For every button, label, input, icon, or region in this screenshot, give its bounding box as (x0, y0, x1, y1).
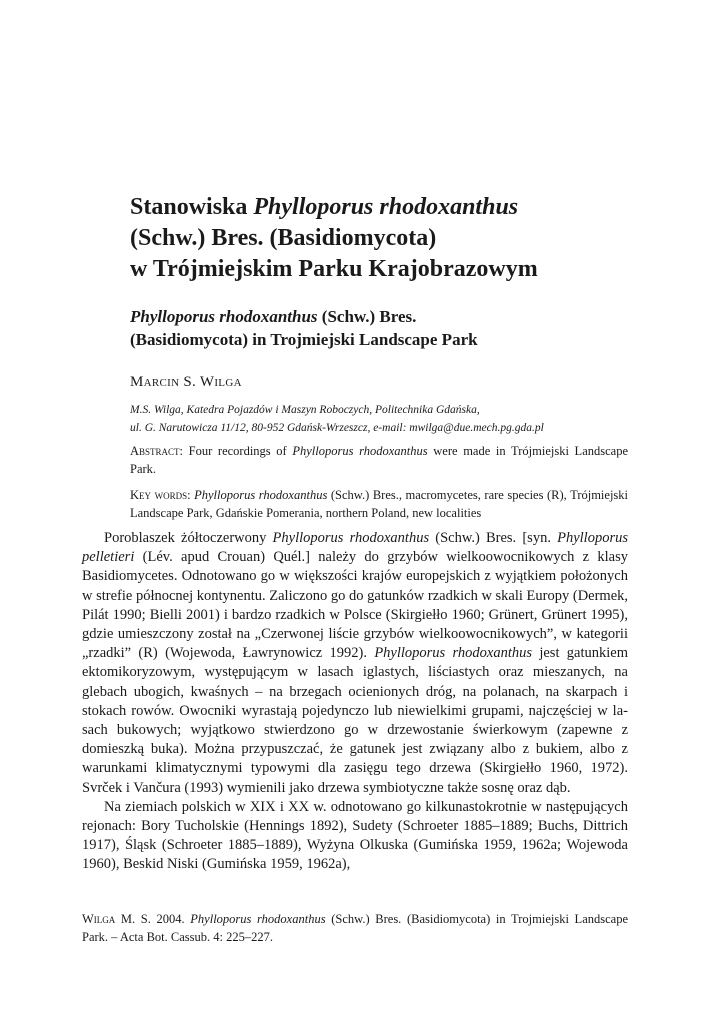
affiliation-line2: ul. G. Narutowicza 11/12, 80-952 Gdańsk-Wrzeszcz, e-mail: mwilga@due.mech.pg.gda.pl (130, 422, 544, 434)
body-text (82, 529, 628, 875)
title-polish-line2: (Schw.) Bres. (Basidiomycota) (130, 225, 437, 251)
keywords-text: (Schw.) Bres., macromycetes, rare species (R), Trójmiejski Landscape Park, Gdańskie Pomerania, northern Poland, new localities (130, 488, 629, 520)
citation-author: Wilga M. S. (82, 912, 151, 926)
abstract-species: Phylloporus rhodoxanthus (292, 444, 428, 458)
title-polish (130, 192, 650, 285)
p1-species-3: Phylloporus rhodoxanthus (374, 645, 533, 662)
author-name: Marcin S. Wilga (130, 374, 242, 390)
title-english-species: Phylloporus rhodoxanthus (130, 307, 318, 326)
p1-species-2: Phylloporus pelletieri (82, 530, 628, 566)
title-english-text: (Schw.) Bres. (317, 307, 417, 326)
citation-year: 2004. (150, 912, 191, 926)
keywords-species: Phylloporus rhodoxanthus (194, 488, 328, 502)
author-affiliation (130, 401, 630, 437)
citation-text: (Schw.) Bres. (Basidiomycota) in Trojmiejski Landscape Park. – Acta Bot. Cassub. 4: 225–227. (82, 912, 629, 944)
title-english-line2: (Basidiomycota) in Trojmiejski Landscape Park (130, 330, 478, 349)
citation-footer (82, 910, 628, 946)
title-english (130, 305, 650, 351)
citation-species: Phylloporus rhodoxanthus (190, 912, 326, 926)
abstract-text: Four recordings of (183, 444, 293, 458)
keywords (130, 486, 628, 522)
abstract (130, 442, 628, 478)
affiliation-line1: M.S. Wilga, Katedra Pojazdów i Maszyn Roboczych, Politechnika Gdańska, (130, 404, 480, 416)
paragraph-1 (82, 529, 628, 798)
keywords-label: Key words: (130, 488, 191, 502)
paragraph-2: Na ziemiach polskich w XIX i XX w. odnotowano go kilkunastokrotnie w następujących rejonach: Bory Tucholskie (Hennings 1892), Sudety (Schroeter 1885–1889; Buchs, Dittrich 1917), Śląsk (Schroeter 1885–1889), Wyżyna Olkuska (Gumińska 1959, 1962a; Wojewoda 1960), Beskid Niski (Gumińska 1959, 1962a), (82, 798, 628, 873)
p1-text-c: (Lév. apud Crouan) Quél.] należy do grzybów wielkoowocnikowych z klasy Basidiomycetes. Odnotowano go w większości krajów europejskich z wyjątkiem położonych w strefie północnej kontynentu. Zaliczono go do gatunków rzadkich w skali Europy (Dermek, Pilát 1990; Bielli 2001) i bardzo rzadkich w Polsce (Skirgiełło 1960; Grünert, Grünert 1995), gdzie umieszczony został na „Czerwonej liście grzybów wielkoowocnikowych”, w kategorii „rzadki” (R) (Wojewoda, Ławrynowicz 1992). (82, 549, 629, 662)
title-polish-text: Stanowiska (130, 194, 254, 220)
abstract-text-end: were made in Trójmiejski Landscape Park. (130, 444, 629, 476)
p1-text-d: jest gatunkiem ektomikoryzowym, występującym w lasach iglastych, liściastych oraz mieszanych, na glebach ubogich, kwaśnych – na brzegach ocienionych dróg, na polanach, na skarpach i stokach rowów. Owocniki wyrastają pojedynczo lub niewielkimi grupami, najczęściej w lasach bukowych; wyjątkowo stwierdzono go w drzewostanie świerkowym (zapewne z domieszką buka). Można przypuszczać, że gatunek jest związany albo z bukiem, albo z warunkami klimatycznymi typowymi dla zasięgu tego drzewa (Skirgiełło 1960, 1972). Svrček i Vančura (1993) wymienili jako drzewa symbiotyczne także sosnę oraz dąb. (82, 645, 629, 796)
title-polish-species: Phylloporus rhodoxanthus (253, 194, 519, 220)
p1-text-a: Poroblaszek żółtoczerwony (104, 530, 273, 546)
title-polish-line3: w Trójmiejskim Parku Krajobrazowym (130, 256, 538, 282)
abstract-label: Abstract: (130, 444, 184, 458)
p1-species-1: Phylloporus rhodoxanthus (272, 530, 430, 546)
p1-text-b: (Schw.) Bres. [syn. (429, 530, 558, 546)
